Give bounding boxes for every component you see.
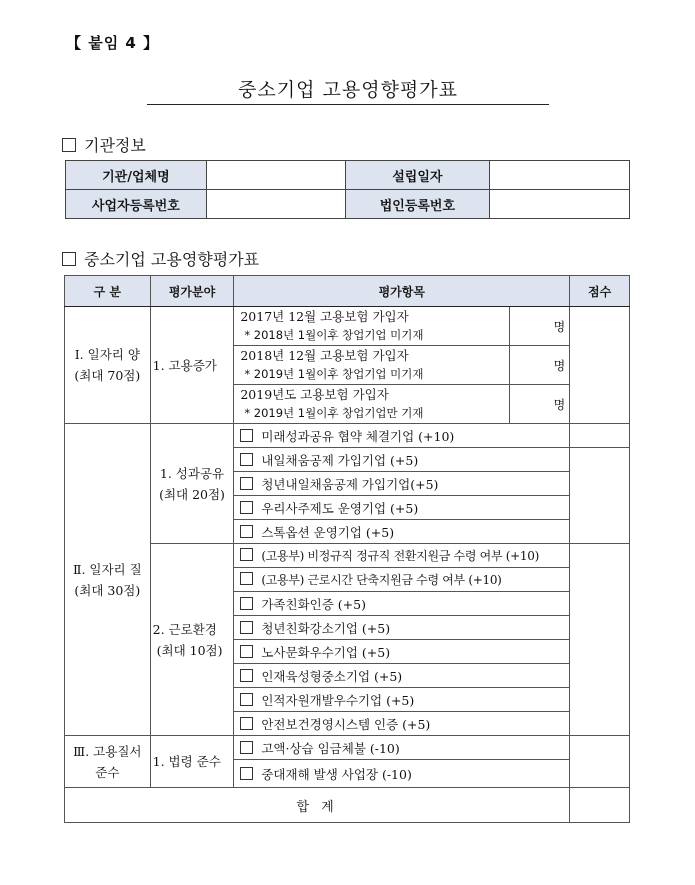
checkbox[interactable] — [240, 525, 253, 538]
checklist-item[interactable] — [234, 736, 570, 760]
cat1-label: Ⅰ. 일자리 양 — [74, 347, 140, 362]
checklist-item[interactable] — [234, 568, 570, 592]
cat1-item-1-input[interactable]: 명 — [510, 307, 570, 346]
checklist-item[interactable] — [234, 688, 570, 712]
checkbox-square-icon — [62, 252, 76, 266]
checklist-label: 고액·상습 임금체불 (-10) — [261, 740, 400, 756]
cat3-area: 1. 법령 준수 — [150, 736, 234, 788]
checkbox[interactable] — [240, 645, 253, 658]
corp-reg-no-label: 법인등록번호 — [345, 190, 490, 219]
title-underline — [147, 104, 549, 105]
checkbox[interactable] — [240, 572, 253, 585]
cat1-item-2 — [234, 346, 510, 385]
checkbox-square-icon — [62, 138, 76, 152]
corp-reg-no-field[interactable] — [490, 190, 630, 219]
checklist-label: 노사문화우수기업 (+5) — [261, 644, 391, 660]
checkbox[interactable] — [240, 501, 253, 514]
checkbox[interactable] — [240, 693, 253, 706]
org-info-table — [65, 160, 630, 219]
checklist-label: 스톡옵션 운영기업 (+5) — [261, 524, 395, 540]
header-category: 구 분 — [65, 276, 151, 307]
cat3-label-cell — [65, 736, 151, 788]
header-area: 평가분야 — [150, 276, 234, 307]
cat2-area2-cell — [150, 544, 234, 736]
cat2-area1-label: 1. 성과공유 — [159, 465, 225, 481]
checkbox[interactable] — [240, 741, 253, 754]
cat3-label: Ⅲ. 고용질서 — [73, 743, 142, 759]
checkbox[interactable] — [240, 429, 253, 442]
checklist-item[interactable] — [234, 544, 570, 568]
checklist-label: 중대재해 발생 사업장 (-10) — [261, 766, 412, 782]
checkbox[interactable] — [240, 597, 253, 610]
cat2-area1-cell — [150, 424, 234, 544]
checklist-item[interactable] — [234, 496, 570, 520]
section-heading-org-info — [62, 133, 146, 156]
attachment-label: 【 붙임 4 】 — [66, 34, 160, 52]
cat1-item-3 — [234, 385, 510, 424]
checklist-label: 내일채움공제 가입기업 (+5) — [261, 452, 419, 468]
score-cell[interactable] — [570, 544, 630, 736]
checklist-item[interactable] — [234, 448, 570, 472]
cat1-score[interactable] — [570, 307, 630, 424]
cat2-area1-max: (최대 20점) — [159, 486, 225, 502]
cat2-area2-label: 2. 근로환경 — [152, 621, 217, 637]
founded-date-field[interactable] — [490, 161, 630, 190]
biz-reg-no-label: 사업자등록번호 — [66, 190, 207, 219]
cat1-max: (최대 70점) — [74, 368, 141, 383]
cat1-item-3-input[interactable]: 명 — [510, 385, 570, 424]
checklist-label: 청년내일채움공제 가입기업(+5) — [261, 476, 439, 492]
checkbox[interactable] — [240, 477, 253, 490]
checklist-label: (고용부) 근로시간 단축지원금 수령 여부 (+10) — [261, 573, 502, 587]
item-line: 2019년도 고용보험 가입자 — [240, 387, 389, 402]
checklist-item[interactable] — [234, 640, 570, 664]
cat2-area2-max: (최대 10점) — [156, 642, 223, 658]
total-score[interactable] — [570, 788, 630, 823]
score-cell[interactable] — [570, 448, 630, 544]
cat1-item-2-input[interactable]: 명 — [510, 346, 570, 385]
score-cell[interactable] — [570, 736, 630, 788]
item-note: * 2019년 1월이후 창업기업 미기재 — [244, 367, 424, 381]
checklist-item[interactable] — [234, 472, 570, 496]
checklist-label: 청년친화강소기업 (+5) — [261, 620, 391, 636]
checklist-item[interactable] — [234, 592, 570, 616]
checkbox[interactable] — [240, 453, 253, 466]
page-title: 중소기업 고용영향평가표 — [238, 79, 458, 101]
org-name-field[interactable] — [206, 161, 345, 190]
checkbox[interactable] — [240, 621, 253, 634]
checklist-item[interactable] — [234, 520, 570, 544]
checklist-label: 우리사주제도 운영기업 (+5) — [261, 500, 419, 516]
checklist-label: 가족친화인증 (+5) — [261, 596, 366, 612]
cat1-label-cell — [65, 307, 151, 424]
section-heading-text: 중소기업 고용영향평가표 — [84, 250, 260, 269]
checklist-label: 미래성과공유 협약 체결기업 (+10) — [261, 428, 455, 444]
score-cell[interactable] — [570, 424, 630, 448]
section-heading-evaluation — [62, 247, 259, 270]
total-label: 합 계 — [65, 788, 570, 823]
item-note: * 2018년 1월이후 창업기업 미기재 — [244, 328, 424, 342]
checklist-item[interactable] — [234, 664, 570, 688]
checkbox[interactable] — [240, 767, 253, 780]
cat3-label-2: 준수 — [95, 764, 120, 780]
biz-reg-no-field[interactable] — [206, 190, 345, 219]
founded-date-label: 설립일자 — [345, 161, 490, 190]
item-line: 2018년 12월 고용보험 가입자 — [240, 348, 409, 363]
checklist-label: 안전보건경영시스템 인증 (+5) — [261, 716, 431, 732]
cat1-area: 1. 고용증가 — [150, 307, 234, 424]
org-name-label: 기관/업체명 — [66, 161, 207, 190]
evaluation-table — [64, 275, 630, 823]
checklist-item[interactable] — [234, 616, 570, 640]
item-line: 2017년 12월 고용보험 가입자 — [240, 309, 409, 324]
checklist-item[interactable] — [234, 424, 570, 448]
item-note: * 2019년 1월이후 창업기업만 기재 — [244, 406, 424, 420]
section-heading-text: 기관정보 — [84, 136, 146, 155]
cat2-label-cell — [65, 424, 151, 736]
checkbox[interactable] — [240, 548, 253, 561]
header-score: 점수 — [570, 276, 630, 307]
checklist-label: (고용부) 비정규직 정규직 전환지원금 수령 여부 (+10) — [261, 549, 539, 563]
header-items: 평가항목 — [234, 276, 570, 307]
checklist-item[interactable] — [234, 712, 570, 736]
checkbox[interactable] — [240, 669, 253, 682]
cat2-max: (최대 30점) — [74, 582, 141, 598]
checkbox[interactable] — [240, 717, 253, 730]
cat1-item-1 — [234, 307, 510, 346]
checklist-label: 인적자원개발우수기업 (+5) — [261, 692, 415, 708]
checklist-item[interactable] — [234, 760, 570, 788]
checklist-label: 인재육성형중소기업 (+5) — [261, 668, 403, 684]
cat2-label: Ⅱ. 일자리 질 — [72, 561, 142, 577]
